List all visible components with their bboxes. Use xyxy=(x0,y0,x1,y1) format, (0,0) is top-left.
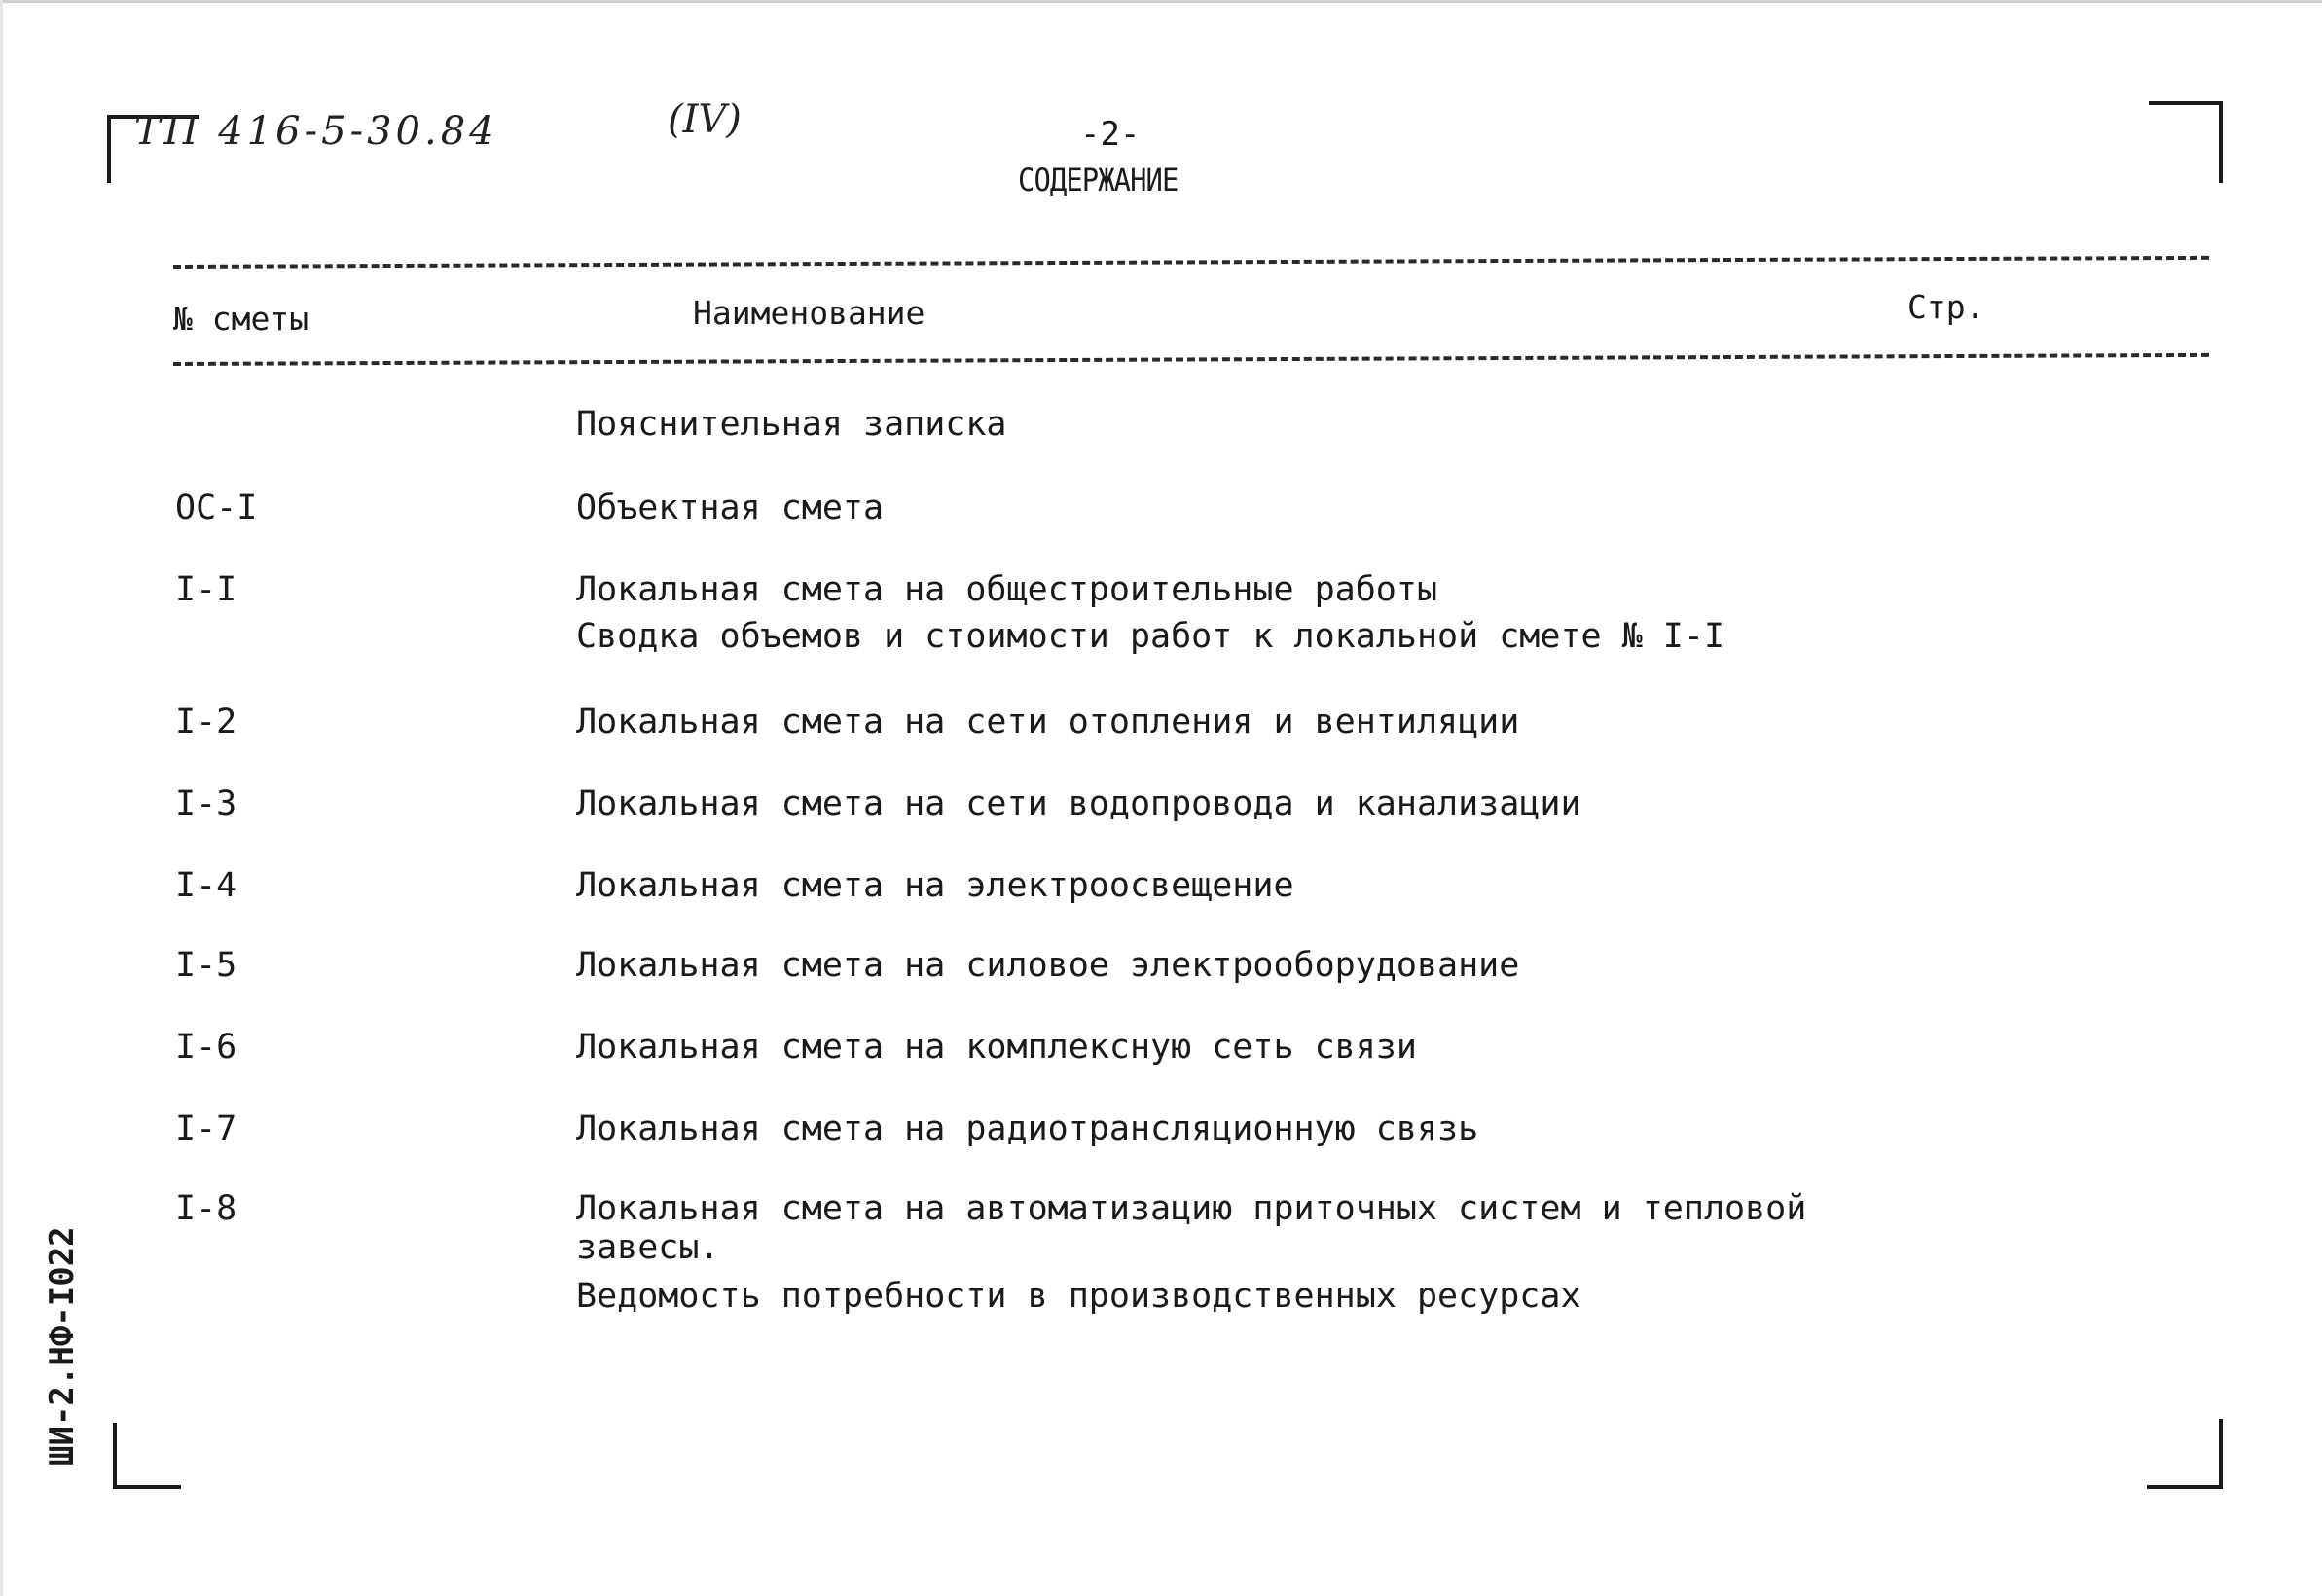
item-number: I-8 xyxy=(175,1189,237,1228)
header-rule-top xyxy=(173,256,2209,269)
project-code: ТП 416-5-30.84 xyxy=(134,109,498,154)
item-name: Локальная смета на радиотрансляционную связь xyxy=(576,1109,1479,1148)
item-name-continued: завесы. xyxy=(576,1228,720,1267)
item-name: Локальная смета на автоматизацию приточных систем и тепловой xyxy=(576,1189,1807,1228)
page-number: -2- xyxy=(1080,115,1141,154)
item-name-extra: Ведомость потребности в производственных ресурсах xyxy=(576,1277,1581,1316)
corner-bracket-bottom-right xyxy=(2147,1419,2223,1489)
item-name: Локальная смета на общестроительные работы xyxy=(576,570,1438,609)
item-name: Локальная смета на силовое электрооборудование xyxy=(576,946,1520,985)
item-number: I-3 xyxy=(175,784,237,823)
scan-edge-top xyxy=(0,0,2322,3)
archive-stamp: ШИ-2.НФ-I022 xyxy=(43,1226,82,1466)
item-name: Объектная смета xyxy=(576,489,885,527)
item-number: I-4 xyxy=(175,866,237,905)
header-rule-bottom xyxy=(173,353,2209,366)
item-number: I-I xyxy=(175,570,237,609)
column-header-name: Наименование xyxy=(693,294,925,332)
item-name: Локальная смета на комплексную сеть связи xyxy=(576,1028,1417,1067)
scan-edge-left xyxy=(0,0,3,1596)
column-header-page: Стр. xyxy=(1907,288,1985,326)
item-name: Пояснительная записка xyxy=(576,405,1007,444)
page-title: СОДЕРЖАНИЕ xyxy=(1018,162,1179,199)
item-name: Локальная смета на сети водопровода и канализации xyxy=(576,784,1581,823)
item-number: I-7 xyxy=(175,1109,237,1148)
item-number: I-5 xyxy=(175,946,237,985)
item-name: Локальная смета на электроосвещение xyxy=(576,866,1294,905)
item-number: I-6 xyxy=(175,1028,237,1067)
item-name-continued: Сводка объемов и стоимости работ к локальной смете № I-I xyxy=(576,617,1725,656)
column-header-number: № сметы xyxy=(173,300,309,338)
corner-bracket-bottom-left xyxy=(113,1423,181,1489)
corner-bracket-top-right xyxy=(2149,101,2223,183)
item-number: ОС-I xyxy=(175,489,258,527)
volume-mark: (IV) xyxy=(668,97,742,142)
item-name: Локальная смета на сети отопления и вентиляции xyxy=(576,703,1520,742)
item-number: I-2 xyxy=(175,703,237,742)
